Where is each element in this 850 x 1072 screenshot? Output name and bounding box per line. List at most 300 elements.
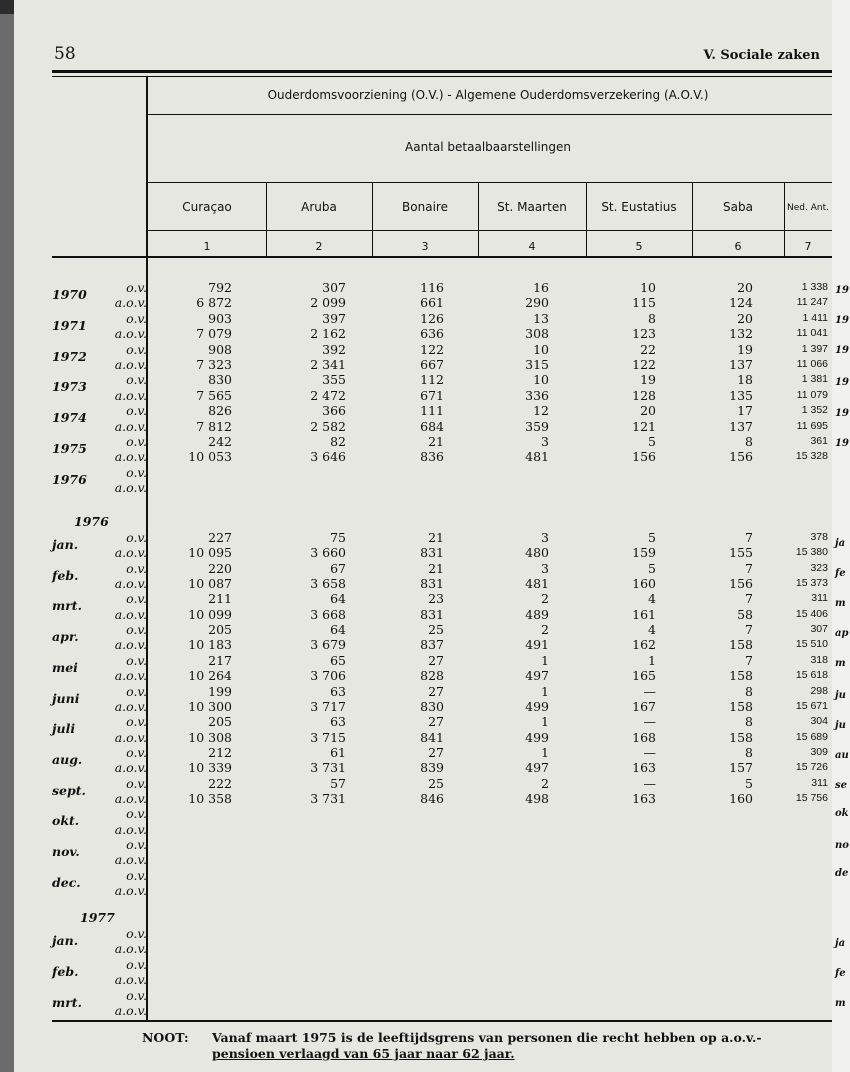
row-type-label: a.o.v. [114, 972, 147, 988]
table-cell: 489 [525, 606, 549, 622]
table-cell: 11 041 [796, 327, 828, 340]
table-cell: 3 660 [310, 545, 346, 561]
table-cell: 2 [541, 622, 549, 638]
table-cell: 1 352 [801, 404, 828, 417]
table-cell: 162 [632, 637, 656, 653]
table-cell: 5 [648, 530, 656, 545]
column-number: 2 [315, 240, 323, 253]
top-rule-thin [52, 76, 832, 77]
table-cell: 165 [632, 668, 656, 684]
table-row [14, 972, 832, 987]
table-cell: 61 [330, 744, 346, 760]
row-period: juli [52, 721, 76, 737]
table-cell: 11 695 [796, 419, 828, 432]
table-cell: 308 [525, 326, 549, 342]
table-cell: 7 [745, 560, 753, 576]
table-cell: — [643, 714, 656, 730]
table-cell: 1 381 [801, 373, 828, 386]
table-cell: 27 [428, 744, 444, 760]
table-cell: — [643, 775, 656, 791]
table-cell: 839 [420, 760, 444, 776]
table-cell: 304 [810, 715, 828, 728]
row-type-label: a.o.v. [114, 387, 147, 403]
row-type-label: o.v. [126, 775, 147, 791]
edge-fragment: ja [835, 538, 846, 549]
row-type-label: a.o.v. [114, 790, 147, 806]
row-type-label: o.v. [126, 591, 147, 607]
row-type-label: a.o.v. [114, 668, 147, 684]
row-type-label: o.v. [126, 403, 147, 419]
table-cell: 124 [729, 295, 753, 311]
table-cell: 7 079 [196, 326, 232, 342]
row-type-label: o.v. [126, 434, 147, 449]
row-type-label: a.o.v. [114, 760, 147, 776]
table-row [14, 852, 832, 867]
row-period: feb. [52, 567, 79, 583]
footnote [142, 1030, 762, 1061]
table-cell: 157 [729, 760, 753, 776]
edge-fragment: 19 [835, 438, 849, 449]
table-cell: 3 731 [310, 790, 346, 806]
table-cell: 830 [420, 698, 444, 714]
column-number: 6 [734, 240, 742, 253]
section-year-1977: 1977 [80, 910, 115, 925]
table-cell: 336 [525, 387, 549, 403]
top-rule [52, 70, 832, 73]
title-rule [148, 114, 832, 115]
row-period: 1971 [52, 317, 87, 333]
table-cell: 18 [737, 372, 753, 388]
table-cell: 10 [640, 280, 656, 295]
table-cell: 121 [632, 418, 656, 434]
table-cell: 15 671 [795, 699, 828, 712]
row-period: mrt. [52, 598, 82, 614]
table-cell: — [643, 744, 656, 760]
table-title: Ouderdomsvoorziening (O.V.) - Algemene Ouderdomsverzekering (A.O.V.) [267, 88, 709, 102]
table-cell: 3 668 [310, 606, 346, 622]
table-cell: 158 [729, 668, 753, 684]
row-type-label: a.o.v. [114, 821, 147, 837]
edge-fragment: m [835, 998, 846, 1009]
table-cell: 158 [729, 729, 753, 745]
table-row [14, 310, 832, 333]
edge-fragment: au [835, 750, 849, 761]
row-period: jan. [52, 933, 79, 948]
table-cell: 1 397 [801, 342, 828, 355]
table-cell: 64 [330, 591, 346, 607]
table-cell: 2 [541, 591, 549, 607]
row-type-label: o.v. [126, 987, 147, 1003]
table-cell: 3 646 [310, 449, 346, 465]
row-period: 1974 [52, 410, 87, 426]
table-cell: 212 [208, 744, 232, 760]
row-type-label: a.o.v. [114, 545, 147, 561]
row-type-label: o.v. [126, 714, 147, 730]
table-cell: 156 [729, 449, 753, 465]
table-row [14, 744, 832, 767]
table-cell: 220 [208, 560, 232, 576]
table-cell: 10 099 [188, 606, 232, 622]
table-cell: 378 [810, 531, 828, 543]
row-type-label: a.o.v. [114, 295, 147, 311]
column-header: St. Maarten [497, 200, 567, 214]
table-row [14, 822, 832, 837]
table-row [14, 883, 832, 898]
table-subtitle: Aantal betaalbaarstellingen [405, 140, 571, 154]
table-cell: 15 406 [795, 607, 828, 620]
row-type-label: a.o.v. [114, 852, 147, 868]
table-cell: 19 [737, 341, 753, 357]
edge-fragment: 19 [835, 315, 849, 326]
table-cell: 3 731 [310, 760, 346, 776]
table-cell: 63 [330, 714, 346, 730]
table-cell: 1 [541, 744, 549, 760]
table-cell: 116 [420, 280, 444, 295]
edge-fragment: ja [835, 938, 846, 949]
row-period: 1970 [52, 287, 87, 302]
table-cell: 7 [745, 652, 753, 668]
table-cell: 167 [632, 698, 656, 714]
table-row [14, 576, 832, 591]
table-cell: 10 095 [188, 545, 232, 561]
edge-fragment: 19 [835, 345, 849, 356]
table-cell: 10 [533, 341, 549, 357]
table-cell: 837 [420, 637, 444, 653]
row-period: okt. [52, 813, 80, 829]
footnote-label: NOOT: [142, 1030, 189, 1045]
page-number: 58 [54, 44, 76, 64]
row-type-label: a.o.v. [114, 480, 147, 496]
table-row [14, 607, 832, 622]
table-cell: 15 726 [795, 761, 828, 774]
table-cell: 17 [737, 403, 753, 419]
row-type-label: o.v. [126, 280, 147, 295]
table-cell: 64 [330, 622, 346, 638]
edge-fragment: ju [835, 690, 846, 701]
table-cell: 2 162 [310, 326, 346, 342]
table-row [14, 560, 832, 583]
row-period: nov. [52, 844, 80, 859]
table-cell: 481 [525, 576, 549, 592]
table-cell: 15 380 [795, 546, 828, 559]
table-cell: 4 [648, 591, 656, 607]
table-row [14, 867, 832, 890]
table-row [14, 668, 832, 683]
table-cell: 7 323 [196, 357, 232, 372]
table-cell: 7 565 [196, 387, 232, 403]
table-cell: 135 [729, 387, 753, 403]
table-cell: 11 247 [796, 296, 828, 309]
header-rule [148, 230, 832, 231]
table-cell: 27 [428, 683, 444, 699]
table-row [14, 730, 832, 745]
table-cell: 115 [632, 295, 656, 311]
table-cell: 156 [729, 576, 753, 592]
table-cell: 11 066 [796, 358, 828, 370]
table-cell: 67 [330, 560, 346, 576]
table-cell: 290 [525, 295, 549, 311]
edge-fragment: m [835, 598, 846, 609]
table-cell: 5 [648, 434, 656, 449]
table-cell: 3 706 [310, 668, 346, 684]
table-cell: 82 [330, 434, 346, 449]
row-type-label: o.v. [126, 372, 147, 388]
table-row [14, 419, 832, 434]
table-cell: 831 [420, 545, 444, 561]
table-cell: 671 [420, 387, 444, 403]
table-cell: 7 [745, 591, 753, 607]
table-cell: 111 [420, 403, 444, 419]
table-cell: 205 [208, 714, 232, 730]
row-type-label: o.v. [126, 806, 147, 822]
table-cell: 10 [533, 372, 549, 388]
table-row [14, 652, 832, 675]
table-cell: 156 [632, 449, 656, 465]
table-cell: 21 [428, 560, 444, 576]
table-cell: 366 [322, 403, 346, 419]
table-cell: 481 [525, 449, 549, 465]
footnote-line-2: pensioen verlaagd van 65 jaar naar 62 jaar. [212, 1046, 515, 1061]
table-cell: 15 618 [795, 669, 828, 682]
column-header: Aruba [301, 200, 337, 214]
table-cell: 684 [420, 418, 444, 434]
table-cell: 6 872 [196, 295, 232, 311]
table-cell: 846 [420, 790, 444, 806]
table-cell: 1 [541, 683, 549, 699]
row-type-label: o.v. [126, 744, 147, 760]
table-row [14, 280, 832, 302]
table-cell: 8 [745, 714, 753, 730]
table-cell: 491 [525, 637, 549, 653]
table-cell: 1 411 [802, 311, 828, 324]
column-divider [266, 183, 267, 256]
table-cell: 3 715 [310, 729, 346, 745]
table-cell: 8 [648, 310, 656, 326]
column-number: 3 [421, 240, 429, 253]
table-cell: 163 [632, 760, 656, 776]
table-row [14, 545, 832, 560]
table-cell: 21 [428, 434, 444, 449]
row-type-label: a.o.v. [114, 357, 147, 372]
subtitle-rule [148, 182, 832, 183]
table-row [14, 941, 832, 956]
table-cell: 831 [420, 576, 444, 592]
table-cell: 836 [420, 449, 444, 465]
row-period: 1973 [52, 379, 87, 395]
table-cell: 15 510 [795, 638, 828, 651]
table-cell: 158 [729, 698, 753, 714]
table-cell: 222 [208, 775, 232, 791]
table-cell: 3 [541, 530, 549, 545]
table-cell: 25 [428, 622, 444, 638]
table-cell: 8 [745, 744, 753, 760]
row-type-label: a.o.v. [114, 1003, 147, 1018]
edge-fragment: se [835, 780, 847, 791]
row-period: mei [52, 659, 78, 675]
table-cell: 355 [322, 372, 346, 388]
table-cell: 828 [420, 668, 444, 684]
table-cell: 58 [737, 606, 753, 622]
table-cell: 315 [525, 357, 549, 372]
table-cell: 205 [208, 622, 232, 638]
column-header: Curaçao [182, 200, 232, 214]
column-divider [478, 183, 479, 256]
table-row [14, 480, 832, 495]
row-period: sept. [52, 782, 86, 798]
table-cell: 20 [737, 310, 753, 326]
chapter-heading: V. Sociale zaken [703, 48, 820, 63]
table-cell: 2 341 [310, 357, 346, 372]
table-cell: 841 [420, 729, 444, 745]
edge-fragment: 19 [835, 408, 849, 419]
row-period: 1975 [52, 441, 87, 456]
column-number: 4 [528, 240, 536, 253]
edge-fragment: 19 [835, 285, 849, 296]
table-cell: 163 [632, 790, 656, 806]
table-cell: 161 [632, 606, 656, 622]
header-bottom-rule [52, 256, 832, 258]
edge-fragment: fe [835, 568, 846, 579]
column-header: Bonaire [402, 200, 448, 214]
table-cell: 15 689 [795, 730, 828, 743]
table-cell: 307 [322, 280, 346, 295]
row-type-label: a.o.v. [114, 729, 147, 745]
table-cell: 311 [811, 776, 828, 789]
edge-fragment: 19 [835, 377, 849, 388]
table-cell: 908 [208, 341, 232, 357]
table-row [14, 388, 832, 403]
table-cell: 4 [648, 622, 656, 638]
table-cell: 227 [208, 530, 232, 545]
table-cell: 1 [648, 652, 656, 668]
row-type-label: o.v. [126, 926, 147, 941]
table-cell: 11 079 [796, 388, 828, 401]
row-period: juni [52, 690, 80, 706]
table-cell: 392 [322, 341, 346, 357]
table-cell: 298 [810, 684, 828, 697]
row-type-label: o.v. [126, 683, 147, 699]
table-cell: 3 [541, 560, 549, 576]
table-row [14, 449, 832, 464]
column-header: Saba [723, 200, 753, 214]
table-cell: 498 [525, 790, 549, 806]
row-type-label: a.o.v. [114, 637, 147, 653]
row-type-label: o.v. [126, 464, 147, 480]
column-header: St. Eustatius [601, 200, 677, 214]
table-row [14, 987, 832, 1010]
table-cell: 137 [729, 357, 753, 372]
edge-fragment: ju [835, 720, 846, 731]
table-cell: 309 [810, 745, 828, 758]
column-number: 1 [203, 240, 211, 253]
row-period: jan. [52, 537, 79, 552]
row-period: 1976 [52, 471, 87, 487]
row-type-label: a.o.v. [114, 606, 147, 622]
table-cell: 2 472 [310, 387, 346, 403]
table-cell: 23 [428, 591, 444, 607]
table-row [14, 699, 832, 714]
edge-fragment: fe [835, 968, 846, 979]
table-cell: 15 756 [795, 791, 828, 804]
row-type-label: o.v. [126, 956, 147, 972]
table-cell: 3 [541, 434, 549, 449]
column-header: Ned. Ant. [787, 203, 829, 213]
table-cell: 667 [420, 357, 444, 372]
table-cell: 499 [525, 729, 549, 745]
table-cell: 10 339 [188, 760, 232, 776]
table-cell: 8 [745, 434, 753, 449]
table-row [14, 530, 832, 552]
row-period: 1972 [52, 348, 87, 364]
table-cell: 10 053 [188, 449, 232, 465]
row-type-label: a.o.v. [114, 449, 147, 465]
table-cell: 158 [729, 637, 753, 653]
table-cell: 7 [745, 530, 753, 545]
table-cell: 903 [208, 310, 232, 326]
table-cell: 15 328 [795, 450, 828, 463]
table-cell: 199 [208, 683, 232, 699]
row-period: aug. [52, 751, 83, 767]
table-cell: 3 717 [310, 698, 346, 714]
table-cell: 168 [632, 729, 656, 745]
table-cell: 211 [208, 591, 232, 607]
table-cell: 57 [330, 775, 346, 791]
edge-fragment: ok [835, 808, 849, 819]
table-cell: 12 [533, 403, 549, 419]
table-cell: 155 [729, 545, 753, 561]
row-period: apr. [52, 629, 79, 645]
table-cell: 122 [632, 357, 656, 372]
table-cell: 661 [420, 295, 444, 311]
table-cell: 3 679 [310, 637, 346, 653]
section-year-1976: 1976 [74, 514, 109, 529]
table-cell: 137 [729, 418, 753, 434]
table-cell: 27 [428, 714, 444, 730]
table-cell: 75 [330, 530, 346, 545]
table-cell: — [643, 683, 656, 699]
table-cell: 217 [208, 652, 232, 668]
row-type-label: o.v. [126, 560, 147, 576]
table-cell: 480 [525, 545, 549, 561]
row-type-label: o.v. [126, 530, 147, 545]
edge-fragment: de [835, 868, 849, 879]
row-type-label: o.v. [126, 837, 147, 852]
table-cell: 160 [632, 576, 656, 592]
table-cell: 126 [420, 310, 444, 326]
table-cell: 397 [322, 310, 346, 326]
table-row [14, 464, 832, 487]
table-cell: 15 373 [795, 577, 828, 590]
table-cell: 497 [525, 668, 549, 684]
table-cell: 5 [648, 560, 656, 576]
table-cell: 2 582 [310, 418, 346, 434]
table-cell: 10 183 [188, 637, 232, 653]
column-divider [372, 183, 373, 256]
table-cell: 2 [541, 775, 549, 791]
adjacent-page-edge [832, 0, 850, 1072]
table-cell: 19 [640, 372, 656, 388]
row-type-label: o.v. [126, 341, 147, 357]
table-cell: 10 087 [188, 576, 232, 592]
table-row [14, 956, 832, 979]
row-type-label: a.o.v. [114, 698, 147, 714]
row-type-label: a.o.v. [114, 883, 147, 899]
table-row [14, 1003, 832, 1018]
table-cell: 22 [640, 341, 656, 357]
table-cell: 21 [428, 530, 444, 545]
column-divider [784, 183, 785, 256]
table-cell: 10 308 [188, 729, 232, 745]
